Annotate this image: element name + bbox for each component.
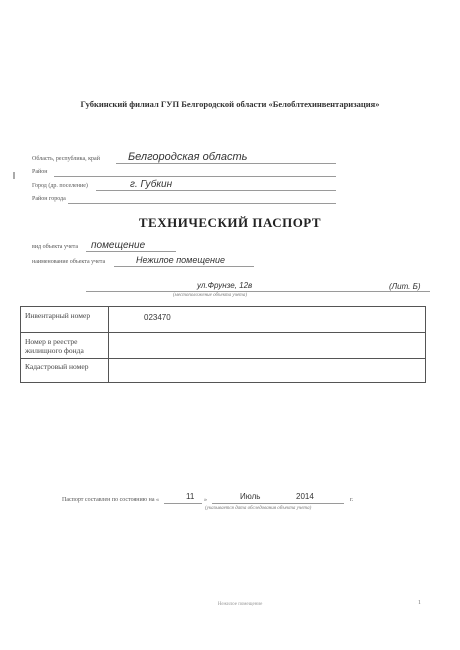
day-line	[164, 503, 202, 504]
district-label: Район	[32, 169, 48, 175]
city-district-line	[68, 203, 336, 204]
side-mark	[13, 172, 15, 179]
document-title: ТЕХНИЧЕСКИЙ ПАСПОРТ	[138, 215, 322, 230]
city-district-label: Район города	[32, 196, 66, 202]
inventory-number-value: 023470	[144, 313, 171, 322]
prepared-label: Паспорт составлен по состоянию на «	[62, 497, 160, 503]
table-row-divider	[21, 358, 425, 359]
housing-register-label: Номер в реестре жилищного фонда	[25, 337, 84, 355]
city-label: Город (др. поселение)	[32, 183, 88, 189]
inventory-number-label: Инвентарный номер	[25, 311, 91, 320]
object-name-value: Нежилое помещение	[136, 255, 225, 265]
object-type-value: помещение	[91, 240, 146, 251]
date-quote: »	[204, 497, 207, 503]
registration-table	[20, 306, 426, 383]
table-row-divider	[21, 332, 425, 333]
region-label: Область, республика, край	[32, 156, 100, 162]
table-divider	[108, 307, 109, 382]
cadastral-number-label: Кадастровый номер	[25, 362, 89, 371]
object-type-line	[86, 251, 176, 252]
district-line	[54, 176, 336, 177]
bottom-note: Нежилое помещение	[217, 602, 263, 607]
object-type-label: вид объекта учета	[32, 244, 78, 250]
address-caption: (местоположение объекта учета)	[172, 293, 247, 298]
date-year-suffix: г.	[350, 497, 354, 503]
date-month: Июль	[240, 492, 261, 501]
date-day: 11	[186, 492, 195, 501]
region-value: Белгородская область	[128, 151, 248, 163]
address-line	[86, 291, 430, 292]
city-value: г. Губкин	[130, 179, 173, 190]
address-value: ул.Фрунзе, 12в	[197, 281, 253, 290]
region-line	[116, 163, 336, 164]
month-line	[212, 503, 344, 504]
building-letter: (Лит. Б)	[389, 282, 421, 291]
date-caption: (указывается дата обследования объекта учета)	[205, 506, 312, 511]
object-name-line	[114, 266, 254, 267]
page-number: 1	[418, 600, 421, 606]
city-line	[96, 190, 336, 191]
object-name-label: наименование объекта учета	[32, 259, 106, 265]
date-year: 2014	[296, 492, 314, 501]
organization-header: Губкинский филиал ГУП Белгородской области «Белоблтехинвентаризация»	[80, 99, 380, 109]
